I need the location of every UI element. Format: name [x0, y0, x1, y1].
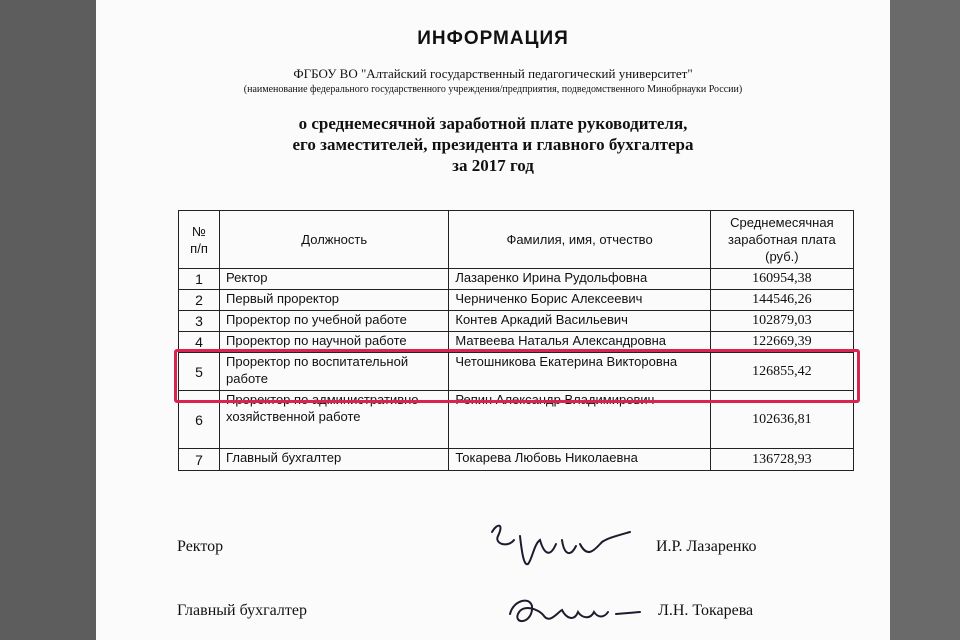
- table-row: [179, 311, 854, 332]
- row-position: Проректор по научной работе: [220, 332, 449, 353]
- row-number: 6: [179, 391, 220, 449]
- row-name: Матвеева Наталья Александровна: [449, 332, 710, 353]
- row-position: Главный бухгалтер: [220, 449, 449, 471]
- table-row: [179, 332, 854, 353]
- salary-table: [178, 210, 854, 471]
- viewer-left-margin: [0, 0, 96, 640]
- row-salary: 122669,39: [710, 332, 853, 353]
- header-number-line: п/п: [190, 240, 208, 256]
- accountant-name: Л.Н. Токарева: [658, 602, 754, 619]
- row-salary: 144546,26: [710, 290, 853, 311]
- row-salary: 102636,81: [710, 391, 853, 449]
- accountant-signature-mark: [504, 588, 644, 636]
- row-name: Токарева Любовь Николаевна: [449, 449, 710, 471]
- row-number: 2: [179, 290, 220, 311]
- rector-signature-mark: [484, 514, 634, 574]
- header-salary-line: Среднемесячная: [730, 215, 834, 230]
- organization-name: ФГБОУ ВО "Алтайский государственный педагогический университет": [293, 66, 693, 81]
- row-name: Лазаренко Ирина Рудольфовна: [449, 269, 710, 290]
- table-row-highlighted: [179, 353, 854, 391]
- header-salary-line: заработная плата: [728, 232, 836, 247]
- row-name: Репин Александр Владимирович: [449, 391, 710, 449]
- row-number: 7: [179, 449, 220, 471]
- table-header-row: [179, 211, 854, 269]
- header-name: Фамилия, имя, отчество: [449, 211, 710, 269]
- row-salary: 102879,03: [710, 311, 853, 332]
- row-name: Черниченко Борис Алексеевич: [449, 290, 710, 311]
- row-number: 4: [179, 332, 220, 353]
- header-number-line: №: [192, 223, 206, 239]
- row-number: 3: [179, 311, 220, 332]
- subtitle-line: его заместителей, президента и главного бухгалтера: [292, 135, 694, 154]
- header-salary-line: (руб.): [765, 249, 799, 264]
- accountant-label: Главный бухгалтер: [177, 602, 307, 619]
- row-number: 1: [179, 269, 220, 290]
- table-row: [179, 290, 854, 311]
- header-position: Должность: [220, 211, 449, 269]
- row-salary: 126855,42: [710, 353, 853, 391]
- rector-name: И.Р. Лазаренко: [656, 538, 757, 555]
- row-position: Проректор по учебной работе: [220, 311, 449, 332]
- row-number: 5: [179, 353, 220, 391]
- document-title: ИНФОРМАЦИЯ: [417, 28, 569, 49]
- row-name: Четошникова Екатерина Викторовна: [449, 353, 710, 391]
- document-page: [96, 0, 890, 640]
- table-row: [179, 269, 854, 290]
- subtitle-line: за 2017 год: [452, 156, 534, 175]
- document-subtitle: [96, 113, 890, 176]
- row-position: Первый проректор: [220, 290, 449, 311]
- subtitle-line: о среднемесячной заработной плате руководителя,: [298, 114, 688, 133]
- organization-note: (наименование федерального государственного учреждения/предприятия, подведомственного Минобрнауки России): [243, 84, 743, 95]
- row-position: Ректор: [220, 269, 449, 290]
- row-position: Проректор по административно-хозяйственной работе: [220, 391, 449, 449]
- viewer-scrollbar-area[interactable]: [890, 0, 960, 640]
- header-number: [179, 211, 220, 269]
- header-salary: [710, 211, 853, 269]
- row-salary: 160954,38: [710, 269, 853, 290]
- row-name: Контев Аркадий Васильевич: [449, 311, 710, 332]
- row-position: Проректор по воспитательной работе: [220, 353, 449, 391]
- table-row: [179, 449, 854, 471]
- row-salary: 136728,93: [710, 449, 853, 471]
- rector-label: Ректор: [177, 538, 224, 555]
- table-row: [179, 391, 854, 449]
